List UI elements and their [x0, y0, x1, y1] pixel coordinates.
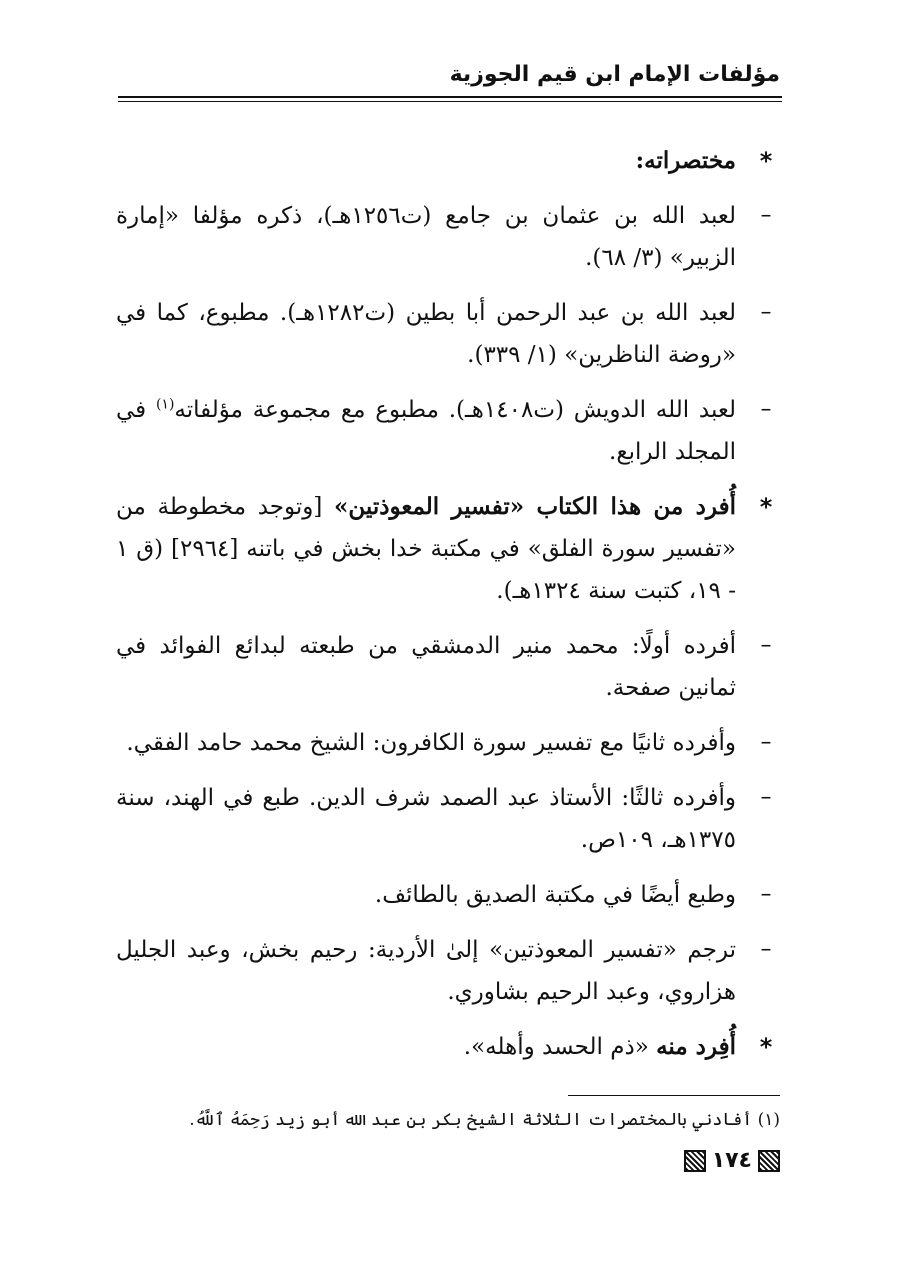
ornament-icon — [684, 1150, 706, 1172]
header-rule — [118, 96, 782, 98]
page-number-block — [684, 1148, 780, 1174]
item-text: وطبع أيضًا في مكتبة الصديق بالطائف. — [374, 882, 736, 908]
item-text: ترجم «تفسير المعوذتين» إلىٰ الأردية: رحيم بخش، وعبد الجليل هزاروي، وعبد الرحيم بشاوري. — [116, 937, 736, 1005]
dash-bullet: – — [760, 633, 772, 658]
dash-bullet: – — [760, 300, 772, 325]
item-text: وأفرده ثالثًا: الأستاذ عبد الصمد شرف الدين. طبع في الهند، سنة ١٣٧٥هـ، ١٠٩ص. — [116, 785, 736, 853]
dash-bullet: – — [760, 730, 772, 755]
asterisk-bullet: * — [759, 1033, 773, 1061]
dash-bullet: – — [760, 397, 772, 422]
section-item — [116, 140, 780, 182]
footnote-ref: (١) — [155, 396, 175, 413]
dash-bullet: – — [760, 203, 772, 228]
asterisk-bullet: * — [759, 493, 773, 521]
footnote: (١) أفادني بالمختصرات الثلاثة الشيخ بكر بن عبد الله أبو زيد رَحِمَهُ ٱللَّهُ. — [189, 1110, 780, 1130]
running-header: مؤلفات الإمام ابن قيم الجوزية — [449, 62, 780, 87]
header-rule-thin — [118, 101, 782, 102]
dash-bullet: – — [760, 785, 772, 810]
item-bold-text: أُفرد من هذا الكتاب «تفسير المعوذتين» — [334, 493, 736, 520]
item-bold-text: مختصراته: — [635, 147, 736, 174]
list-item — [116, 722, 780, 764]
asterisk-bullet: * — [759, 147, 773, 175]
section-item — [116, 486, 780, 612]
section-item — [116, 1026, 780, 1068]
item-bold-text: أُفِرد منه — [656, 1033, 736, 1060]
list-item — [116, 195, 780, 279]
item-text: [وتوجد مخطوطة من «تفسير سورة الفلق» في مكتبة خدا بخش في باتنه [٢٩٦٤] (ق ١ - ١٩، كتبت سنة ١٣٢٤هـ). — [116, 494, 736, 604]
list-item — [116, 625, 780, 709]
item-text: لعبد الله الدويش (ت١٤٠٨هـ). مطبوع مع مجموعة مؤلفاته — [174, 397, 736, 423]
page-number: ١٧٤ — [711, 1148, 752, 1173]
list-item — [116, 292, 780, 376]
ornament-icon — [758, 1150, 780, 1172]
list-item — [116, 777, 780, 861]
list-item — [116, 929, 780, 1013]
item-text: وأفرده ثانيًا مع تفسير سورة الكافرون: الشيخ محمد حامد الفقي. — [126, 730, 736, 756]
item-text: «ذم الحسد وأهله». — [463, 1034, 657, 1060]
footnote-separator — [568, 1095, 780, 1096]
dash-bullet: – — [760, 937, 772, 962]
list-item — [116, 874, 780, 916]
item-text: لعبد الله بن عثمان بن جامع (ت١٢٥٦هـ)، ذكره مؤلفا «إمارة الزبير» (٣/ ٦٨). — [116, 203, 736, 271]
page-body — [116, 140, 780, 1081]
dash-bullet: – — [760, 882, 772, 907]
item-text: لعبد الله بن عبد الرحمن أبا بطين (ت١٢٨٢هـ). مطبوع، كما في «روضة الناظرين» (١/ ٣٣٩). — [116, 300, 736, 368]
item-text: أفرده أولًا: محمد منير الدمشقي من طبعته لبدائع الفوائد في ثمانين صفحة. — [116, 633, 736, 701]
item-text-continued: في المجلد الرابع. — [116, 397, 736, 465]
list-item — [116, 389, 780, 473]
